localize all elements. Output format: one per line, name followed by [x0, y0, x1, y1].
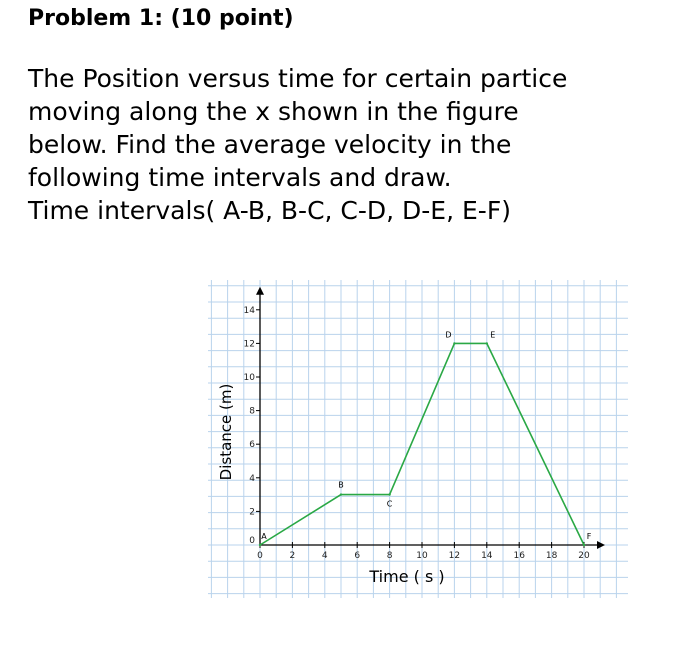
data-point-a: [259, 544, 261, 546]
statement-line-3: below. Find the average velocity in the: [28, 130, 512, 159]
point-label-a: A: [261, 532, 267, 541]
x-tick-label: 16: [513, 551, 525, 561]
data-point-d: [453, 342, 455, 344]
point-label-d: D: [445, 330, 452, 340]
data-point-f: [583, 544, 585, 546]
statement-line-2: moving along the x shown in the figure: [28, 97, 519, 126]
problem-title: Problem 1: (10 point): [28, 6, 294, 31]
problem-statement: [28, 62, 688, 227]
point-label-c: C: [386, 499, 393, 509]
x-tick-label: 0: [257, 551, 263, 561]
chart-point-labels: [261, 330, 591, 541]
y-tick-label: 2: [249, 507, 255, 518]
y-tick-label: 0: [249, 536, 255, 546]
statement-line-1: The Position versus time for certain partice: [28, 64, 568, 93]
x-tick-label: 12: [448, 551, 461, 561]
y-tick-label: 4: [249, 473, 255, 484]
point-label-e: E: [490, 330, 496, 340]
x-axis-label: Time ( s ): [369, 567, 445, 586]
data-point-c: [388, 493, 390, 495]
x-axis-arrow-icon: [597, 541, 605, 549]
y-axis-label: Distance (m): [217, 383, 235, 481]
x-tick-label: 20: [578, 551, 590, 561]
x-tick-label: 2: [289, 551, 296, 561]
y-tick-label: 12: [243, 339, 255, 350]
x-tick-label: 8: [386, 551, 393, 561]
y-tick-label: 10: [243, 373, 255, 383]
data-point-e: [486, 342, 488, 344]
y-axis-arrow-icon: [256, 287, 264, 295]
x-tick-label: 14: [481, 551, 493, 561]
point-label-b: B: [338, 480, 344, 490]
position-time-chart: [196, 270, 636, 610]
y-tick-label: 6: [249, 440, 255, 451]
x-tick-label: 4: [321, 551, 328, 561]
statement-line-5: Time intervals( A-B, B-C, C-D, D-E, E-F): [28, 196, 511, 225]
y-tick-label: 14: [243, 305, 255, 316]
x-tick-label: 6: [354, 551, 361, 561]
point-label-f: F: [586, 532, 592, 541]
x-tick-label: 18: [545, 551, 558, 561]
data-point-b: [340, 493, 342, 495]
statement-line-4: following time intervals and draw.: [28, 163, 452, 192]
y-tick-label: 8: [249, 406, 255, 417]
position-time-figure: [196, 270, 636, 614]
x-tick-label: 10: [416, 551, 428, 561]
